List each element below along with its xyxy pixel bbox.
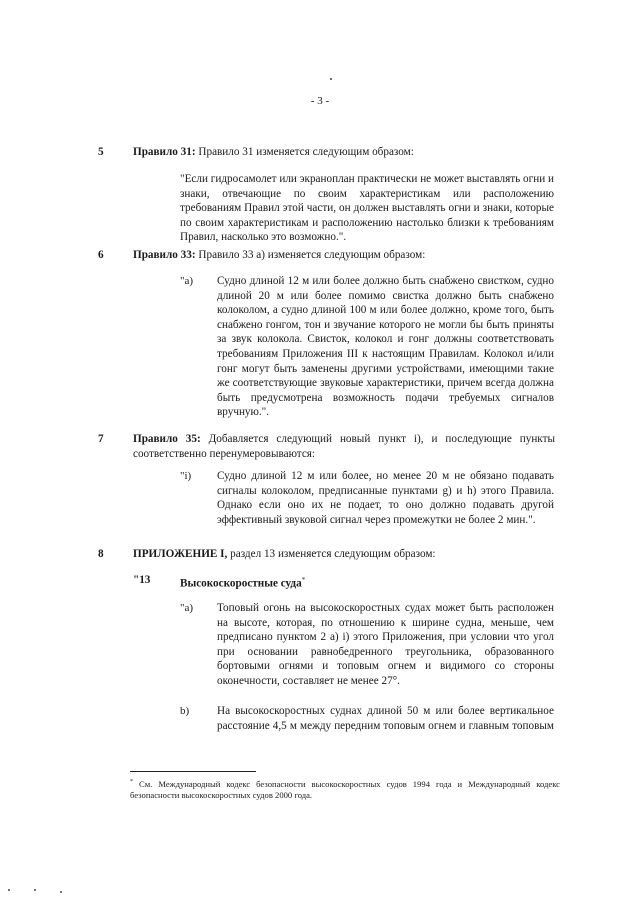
section-6-intro: Правило 33 а) изменяется следующим образом: bbox=[195, 249, 426, 261]
section-5-heading bbox=[133, 145, 563, 160]
item-b-marker: b) bbox=[180, 705, 190, 717]
section-6-number: 6 bbox=[98, 249, 104, 261]
scan-speck bbox=[330, 78, 332, 80]
scan-speck bbox=[60, 891, 62, 893]
item-a-text: Топовый огонь на высокоскоростных судах может быть расположен на высоте, которая, по отношению к ширине судна, меньше, чем предписано пунктом 2 а) i) этого Приложения, при условии что угол при основании равнобедренного треугольника, образованного бортовыми огнями и топовым огнем и видимого со стороны оконечности, составляет не менее 27°. bbox=[217, 602, 554, 687]
section-5-number: 5 bbox=[98, 146, 104, 158]
footnote-mark: * bbox=[130, 779, 133, 785]
section-7-number: 7 bbox=[98, 433, 104, 445]
item-a-marker: "a) bbox=[180, 602, 194, 614]
section-5-title: Правило 31: bbox=[133, 146, 196, 158]
section-7-heading bbox=[133, 432, 555, 461]
section-7-quote: Судно длиной 12 м или более, но менее 20 м не обязано подавать сигналы колоколом, предписанные пунктами g) и h) этого Правила. Однако если оно их не подает, то оно должно подавать другой эффективный звуковой сигнал через промежутки не более 2 мин.". bbox=[217, 470, 554, 526]
section-7-title: Правило 35: bbox=[133, 433, 201, 445]
section-5-quote: "Если гидросамолет или экраноплан практически не может выставлять огни и знаки, отвечающие по своим характеристикам или расположению требованиям Правил этой части, он должен выставлять огни и знаки, которые по своим характеристикам и расположению настолько близки к требованиям Правил, насколько это возможно.". bbox=[180, 173, 554, 244]
section-7-marker: "i) bbox=[180, 470, 192, 482]
section-6-quote: Судно длиной 12 м или более должно быть снабжено свистком, судно длиной 20 м или более помимо свистка должно быть снабжено колоколом, а судно длиной 100 м или более должно, кроме того, быть снабжено гонгом, тон и звучание которого не могли бы быть приняты за звук колокола. Свисток, колокол и гонг должны соответствовать требованиям Приложения III к настоящим Правилам. Колокол и/или гонг могут быть заменены другими устройствами, имеющими такие же соответствующие звуковые характеристики, причем всегда должна быть предусмотрена возможность подачи требуемых сигналов вручную.". bbox=[217, 275, 554, 419]
item-b-text: На высокоскоростных суднах длиной 50 м или более вертикальное расстояние 4,5 м между передним топовым огнем и главным топовым bbox=[217, 705, 554, 732]
scan-speck bbox=[34, 889, 36, 891]
section-8-number: 8 bbox=[98, 548, 104, 560]
section-8-intro: раздел 13 изменяется следующим образом: bbox=[227, 548, 436, 560]
section-8-heading bbox=[133, 547, 563, 562]
subsection-13-title: Высокоскоростные суда bbox=[180, 577, 302, 590]
section-6-title: Правило 33: bbox=[133, 249, 196, 261]
footnote-reference: * bbox=[301, 576, 306, 584]
section-6-marker: "a) bbox=[180, 275, 194, 287]
subsection-13-number: "13 bbox=[133, 574, 151, 586]
page-number: - 3 - bbox=[310, 95, 330, 107]
section-7-intro: Добавляется следующий новый пункт i), и последующие пункты соответственно перенумеровываются: bbox=[133, 433, 555, 460]
section-5-intro: Правило 31 изменяется следующим образом: bbox=[195, 146, 414, 158]
footnote-text: См. Международный кодекс безопасности высокоскоростных судов 1994 года и Международный кодекс безопасности высокоскоростных судов 2000 года. bbox=[130, 778, 560, 800]
scan-speck bbox=[8, 889, 10, 891]
footnote bbox=[130, 777, 560, 801]
section-8-title: ПРИЛОЖЕНИЕ I, bbox=[133, 548, 228, 560]
subsection-13-title-wrap bbox=[180, 573, 305, 591]
footnote-separator bbox=[130, 771, 256, 772]
section-6-heading bbox=[133, 248, 563, 263]
